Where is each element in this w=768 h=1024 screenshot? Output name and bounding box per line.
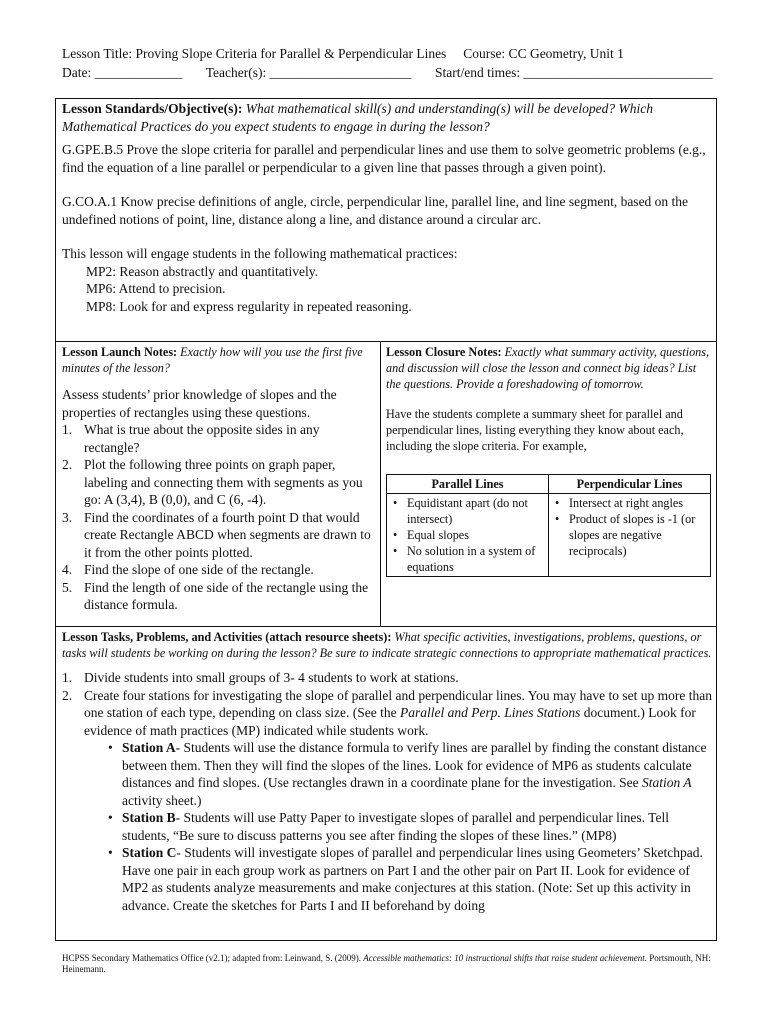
stations-doc-ref: Parallel and Perp. Lines Stations: [400, 705, 581, 720]
launch-questions: [62, 421, 374, 614]
summary-table: [386, 474, 711, 577]
parallel-fact: • No solution in a system of equations: [393, 544, 536, 574]
perpendicular-header: Perpendicular Lines: [549, 475, 711, 494]
parallel-fact: • Equidistant apart (do not intersect): [393, 496, 528, 526]
station-c: • Station C- Students will investigate slopes of parallel and perpendicular lines using Geometers’ Sketchpad. Have one pair in each group work as partners on Part I and the other pair on Part II. Look for evidence of MP2 as students analyze measurements and make conjectures at this station. (Note: Set up this activity in advance. Create the sketches for Parts I and II beforehand by doing: [108, 845, 703, 913]
standards-prompt: What mathematical skill(s) and understanding(s) will be developed? Which Mathematical Practices do you expect students to engage in during the lesson?: [62, 101, 653, 134]
standards-section: [62, 100, 712, 315]
parallel-fact: • Equal slopes: [393, 528, 469, 542]
standards-label: Lesson Standards/Objective(s):: [62, 101, 243, 116]
practices-list: [62, 263, 712, 316]
standard-gpe: G.GPE.B.5 Prove the slope criteria for parallel and perpendicular lines and use them to solve geometric problems (e.g., find the equation of a line parallel or perpendicular to a given line that passes through a given point).: [62, 142, 706, 175]
task-item: 1. Divide students into small groups of 3- 4 students to work at stations.: [62, 670, 459, 685]
launch-question: 2. Plot the following three points on graph paper, labeling and connecting them with segments as you go: A (3,4), B (0,0), and C (6, -4).: [62, 457, 363, 507]
parallel-header: Parallel Lines: [387, 475, 549, 494]
launch-section: [62, 344, 374, 614]
launch-question: 5. Find the length of one side of the rectangle using the distance formula.: [62, 579, 369, 612]
launch-label: Lesson Launch Notes:: [62, 345, 178, 359]
launch-question: 3. Find the coordinates of a fourth point D that would create Rectangle ABCD when segments are drawn to it from the other points plotted.: [62, 509, 371, 560]
practices-intro: This lesson will engage students in the following mathematical practices:: [62, 246, 458, 261]
practice-item: MP6: Attend to precision.: [86, 281, 226, 296]
tasks-label: Lesson Tasks, Problems, and Activities (attach resource sheets):: [62, 630, 392, 644]
summary-table-wrap: [386, 474, 711, 577]
closure-label: Lesson Closure Notes:: [386, 345, 502, 359]
station-a: • Station A- Students will use the distance formula to verify lines are parallel by finding the constant distance between them. Then they will find the slopes of the lines. Look for evidence of MP6 as students calculate distances and find slopes. (Use rectangles drawn in a coordinate plane for the investigation. See Station A activity sheet.): [108, 740, 707, 808]
page-footer: HCPSS Secondary Mathematics Office (v2.1); adapted from: Leinwand, S. (2009). Accessible mathematics: 10 instructional shifts that raise student achievement. Portsmouth, NH: Heinemann.: [62, 953, 711, 974]
tasks-list: [62, 669, 712, 914]
closure-text: Have the students complete a summary sheet for parallel and perpendicular lines, listing everything they know about each, including the slope criteria. For example,: [386, 407, 684, 453]
task-item: 2. Create four stations for investigating the slope of parallel and perpendicular lines. You may have to set up more than one station of each type, depending on class size. (See the Parallel and Perp. Lines Stations document.) Look for evidence of math practices (MP) indicated while students work. • Station A- Students will use the distance formula to verify lines are parallel by finding the constant distance between them. Then they will find the slopes of the lines. Look for evidence of MP6 as students calculate distances and find slopes. (Use rectangles drawn in a coordinate plane for the investigation. See Station A activity sheet.) • Station B- Students will use Patty Paper to investigate slopes of parallel and perpendicular lines. Tell students, “Be sure to discuss patterns you see after finding the slopes of these lines.” (MP8) • Station C- Students will investigate slopes of parallel and perpendicular lines using Geometers’ Sketchpad. Have one pair in each group work as partners on Part I and the other pair on Part II. Look for evidence of MP2 as students analyze measurements and make conjectures at this station. (Note: Set up this activity in advance. Create the sketches for Parts I and II beforehand by doing: [62, 687, 712, 913]
perpendicular-cell: [549, 494, 711, 577]
parallel-cell: [387, 494, 549, 577]
tasks-prompt: What specific activities, investigations, problems, questions, or tasks will students be working on during the lesson? Be sure to indicate strategic connections to appropriate mathematical practices.: [62, 630, 712, 660]
launch-prompt: Exactly how will you use the first five minutes of the lesson?: [62, 345, 363, 375]
stations-list: [106, 739, 712, 914]
launch-question: 1. What is true about the opposite sides in any rectangle?: [62, 422, 320, 455]
station-b: • Station B- Students will use Patty Paper to investigate slopes of parallel and perpendicular lines. Tell students, “Be sure to discuss patterns you see after finding the slopes of these lines.” (MP8): [108, 810, 669, 843]
closure-section: [386, 344, 712, 577]
launch-question: 4. Find the slope of one side of the rectangle.: [62, 562, 314, 577]
perpendicular-fact: • Product of slopes is -1 (or slopes are negative reciprocals): [555, 512, 696, 558]
standard-co: G.CO.A.1 Know precise definitions of angle, circle, perpendicular line, parallel line, and line segment, based on the undefined notions of point, line, distance along a line, and distance around a circular arc.: [62, 194, 689, 227]
practice-item: MP2: Reason abstractly and quantitatively.: [86, 263, 318, 279]
perpendicular-fact: • Intersect at right angles: [555, 496, 684, 510]
practice-item: MP8: Look for and express regularity in repeated reasoning.: [86, 298, 412, 314]
launch-intro: Assess students’ prior knowledge of slopes and the properties of rectangles using these questions.: [62, 387, 337, 420]
lesson-title-line: Lesson Title: Proving Slope Criteria for Parallel & Perpendicular Lines Course: CC Geometry, Unit 1: [62, 46, 624, 61]
tasks-section: [62, 629, 712, 914]
date-teacher-line: Date: _____________ Teacher(s): _____________________ Start/end times: ____________________________: [62, 65, 713, 80]
closure-prompt: Exactly what summary activity, questions, and discussion will close the lesson and connect big ideas? List the questions. Provide a foreshadowing of tomorrow.: [386, 345, 710, 391]
